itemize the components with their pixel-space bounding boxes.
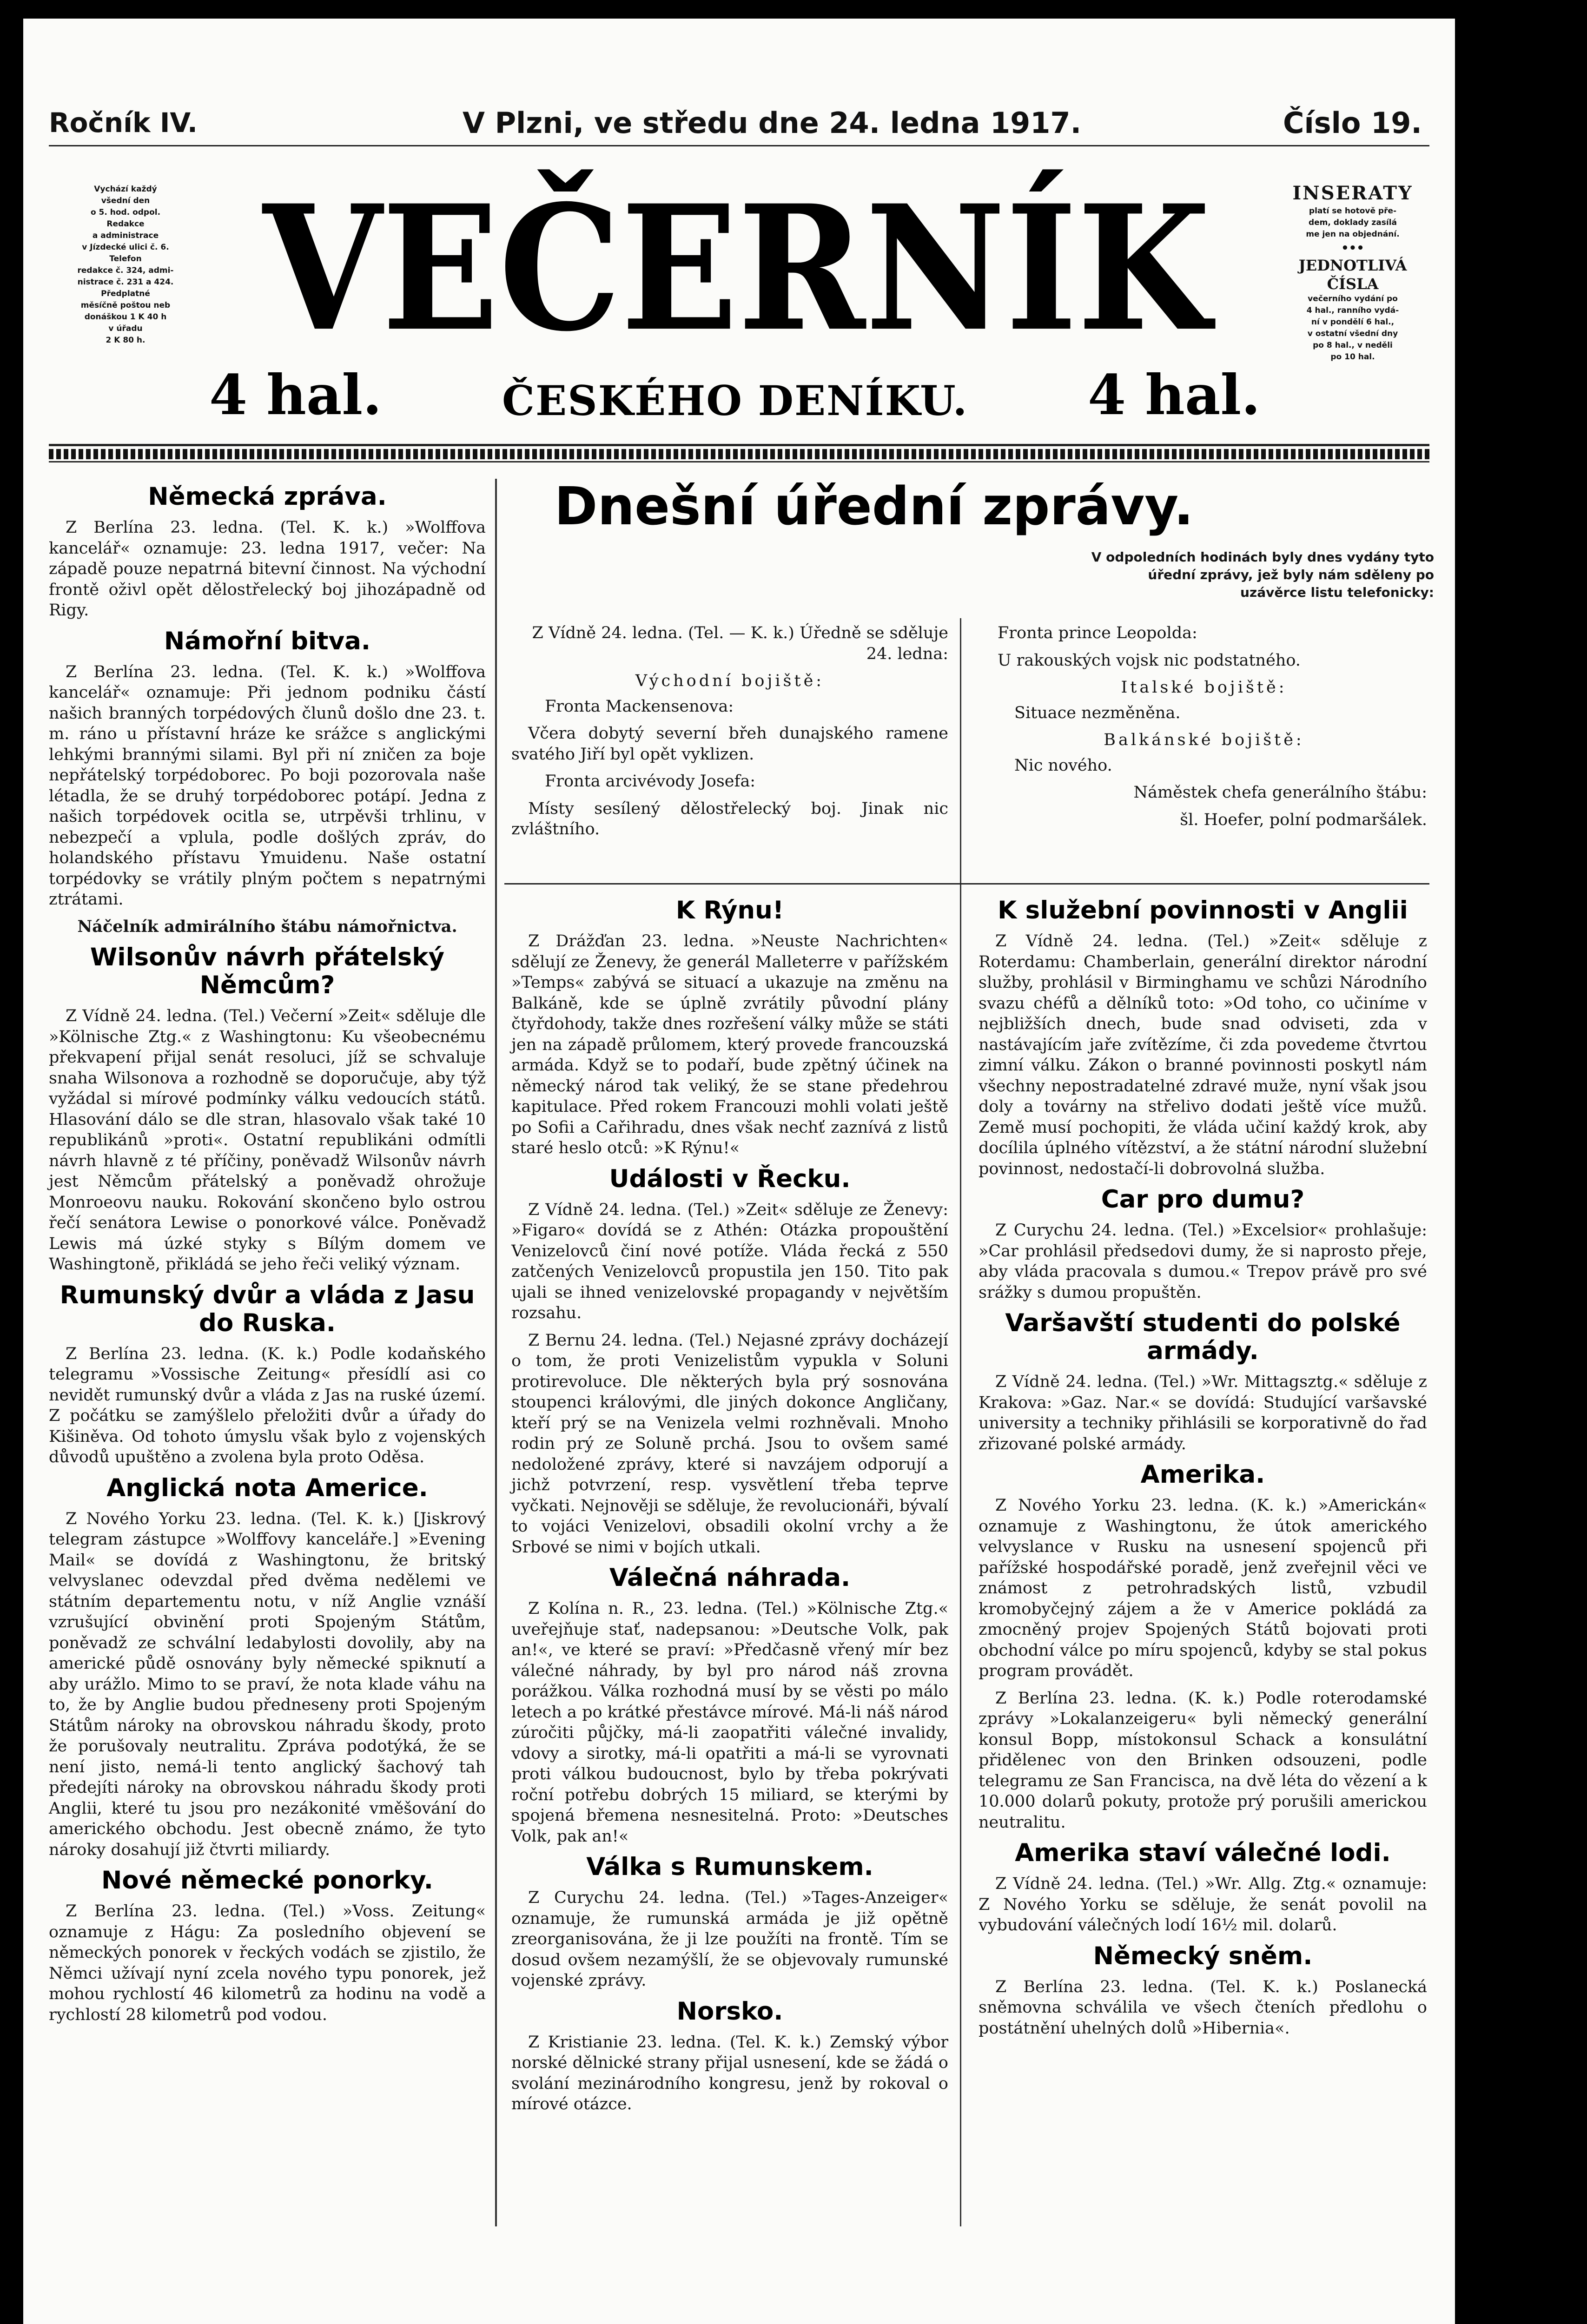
- article-text: Z Berlína 23. ledna. (K. k.) Podle roterodamské zprávy »Lokalanzeigeru« byli německý generální konsul Bopp, místokonsul Schack a konsulátní přidělenec von den Brinken odsouzeni, podle telegramu ze San Francisca, na dvě léta do vězení a k 10.000 dolarů pokuty, protože prý porušili americkou neutralitu.: [979, 1689, 1427, 1832]
- article-text: Z Vídně 24. ledna. (Tel.) »Wr. Mittagsztg.« sděluje z Krakova: »Gaz. Nar.« se dovídá: Studující varšavské university a techniky přihlásili se korporativně do řad zřizované polské armády.: [979, 1373, 1427, 1453]
- article-text: Z Bernu 24. ledna. (Tel.) Nejasné zprávy docházejí o tom, že proti Venizelistům vypukla v Soluni protirevoluce. Dle některých byla prý sosnována stoupenci královými, dle jiných dokonce Angličany, kteří prý se na Venizela velmi rozhněvali. Mnoho rodin prý ze Soluně prchá. Jsou to ovšem samé nedoložené zprávy, které si navzájem odporují a jichž potvrzení, resp. vysvětlení třeba teprve vyčkati. Nejnověji se sděluje, že revolucionáři, bývalí to vojáci Venizelovi, obsadili okolní vrchy a že Srbové se nimi v bojích utkali.: [511, 1331, 948, 1557]
- article: [511, 1165, 948, 1558]
- article-text: Z Berlína 23. ledna. (Tel.) »Voss. Zeitung« oznamuje z Hágu: Za posledního objevení se německých ponorek v řeckých vodách se zjistilo, že Němci užívají nyní zcela nového typu ponorek, jež mohou rychlostí 46 kilometrů za hodinu na vodě a rychlostí 28 kilometrů pod vodou.: [49, 1902, 486, 2024]
- article-heading: Norsko.: [676, 1997, 783, 2026]
- east-front-line: Místy sesílený dělostřelecký boj. Jinak nic zvláštního.: [511, 799, 948, 838]
- article: [979, 1839, 1427, 1936]
- front-line: U rakouských vojsk nic podstatného.: [998, 651, 1301, 670]
- article-text: Z Vídně 24. ledna. (Tel.) »Zeit« sděluje z Roterdamu: Chamberlain, generální direktor národní služby, prohlásil v Birminghamu ve schůzi Národního svazu chéfů a dělníků toto: »Od toho, co učiníme v nejbližších dnech, bude snad odviseti, zda v nastávajícím jaře zvítězíme, či zda povedeme čtvrtou zimní válku. Zákon o branné povinnosti poskytl nám všechny nepostradatelné zdravé muže, nyní však jsou doly a továrny na střelivo dodati ještě více mužů. Země musí pochopiti, že vláda učiní každý krok, aby docílila úplného vítězství, a že státní národní služební povinnost, nedostačí-li dobrovolná služba.: [979, 932, 1427, 1178]
- article-heading: Námořní bitva.: [164, 627, 371, 655]
- official-news-note: V odpoledních hodinách byly dnes vydány tyto úřední zprávy, jež byly nám sděleny po uzávěrce listu telefonicky:: [1091, 549, 1434, 600]
- official-news-rule: [504, 883, 1429, 885]
- official-news-right: [981, 623, 1427, 837]
- article-text: Z Kristianie 23. ledna. (Tel. K. k.) Zemský výbor norské dělnické strany přijal usnesení, kde se žádá o svolání mezinárodního kongresu, jenž by rokoval o mírové otázce.: [511, 2033, 948, 2113]
- article-text: Z Curychu 24. ledna. (Tel.) »Tages-Anzeiger« oznamuje, že rumunská armáda je již opětně zreorganisována, že ji lze použíti na frontě. Tím se dosud ovšem nezamýšlí, že se objevovaly rumunské vojenské zprávy.: [511, 1888, 948, 1990]
- article-heading: Amerika.: [1140, 1460, 1265, 1489]
- article-heading: Události v Řecku.: [609, 1164, 851, 1193]
- article-text: Z Vídně 24. ledna. (Tel.) »Wr. Allg. Ztg.« oznamuje: Z Nového Yorku se sděluje, že senát povolil na vybudování válečných lodí 16½ mil. dolarů.: [979, 1875, 1427, 1934]
- article-text: Z Berlína 23. ledna. (Tel. K. k.) »Wolffova kancelář« oznamuje: 23. ledna 1917, večer: Na západě pouze nepatrná bitevní činnost. Na východní frontě oživl opět dělostřelecký boj jihozápadně od Rigy.: [49, 518, 486, 620]
- newspaper-page: [23, 19, 1455, 2324]
- article: [979, 1461, 1427, 1833]
- column-rule-2: [960, 618, 961, 2226]
- article-text: Z Vídně 24. ledna. (Tel.) Večerní »Zeit« sděluje dle »Kölnische Ztg.« z Washingtonu: Ku všeobecnému překvapení přijal senát resoluci, jíž se schvaluje snaha Wilsonova a rozhodně se doporučuje, aby týž vyžádal si mírové podmínky válku vedoucích států. Hlasování dálo se dle stran, hlasovalo však také 10 republikánů »proti«. Ostatní republikáni odmítli návrh hlavně z té příčiny, poněvadž Wilsonův návrh jest Němcům přátelský a poněvadž ohrožuje Monroeovu nauku. Rokování skončeno bylo ostrou řečí senátora Lewise o ponorkové válce. Poněvadž Lewis má úzké styky s Bílým domem ve Washingtoně, přikládá se jeho řeči veliký význam.: [49, 1007, 486, 1274]
- article: [49, 1867, 486, 2025]
- signature-title: Náměstek chefa generálního štábu:: [1133, 783, 1427, 802]
- signature-name: šl. Hoefer, polní podmaršálek.: [1180, 810, 1427, 829]
- article-heading: Německý sněm.: [1093, 1941, 1313, 1970]
- article: [49, 1474, 486, 1861]
- east-front-line: Včera dobytý severní břeh dunajského ramene svatého Jiří byl opět vyklizen.: [511, 724, 948, 764]
- masthead-rule-lower: [49, 461, 1429, 462]
- balkan-front-text: Nic nového.: [1014, 756, 1112, 775]
- article-heading: K služební povinnosti v Anglii: [998, 896, 1408, 924]
- official-news-left: [511, 623, 948, 846]
- article: [511, 1853, 948, 1991]
- article-heading: Varšavští studenti do polské armády.: [1005, 1309, 1401, 1365]
- article-text: Z Vídně 24. ledna. (Tel.) »Zeit« sděluje ze Ženevy: »Figaro« dovídá se z Athén: Otázka propouštění Venizelovců činí nové potíže. Vláda řecká z 550 zatčených Venizelovců propustila jen 150. Tito pak ujali se ihned venizelovské propagandy v největším rozsahu.: [511, 1200, 948, 1322]
- east-front-line: Fronta arcivévody Josefa:: [545, 772, 756, 791]
- east-front-line: Fronta Mackensenova:: [545, 697, 734, 716]
- article-heading: Car pro dumu?: [1101, 1185, 1305, 1214]
- article-heading: Německá zpráva.: [148, 482, 387, 511]
- column-rule-1: [495, 479, 497, 2226]
- article: [511, 1564, 948, 1847]
- article-text: Z Curychu 24. ledna. (Tel.) »Excelsior« prohlašuje: »Car prohlásil předsedovi dumy, že si naprosto přeje, aby vláda pracovala s dumou.« Trepov právě pro své srážky s dumou propuštěn.: [979, 1221, 1427, 1302]
- article: [511, 1998, 948, 2115]
- article: [979, 1186, 1427, 1303]
- article-heading: Válečná náhrada.: [609, 1564, 851, 1592]
- article: [49, 944, 486, 1275]
- article-text: Z Nového Yorku 23. ledna. (Tel. K. k.) [Jiskrový telegram zástupce »Wolffovy kanceláře.] »Evening Mail« se dovídá z Washingtonu, že britský velvyslanec odevzdal před dvěma nedělemi ve státním departementu notu, v níž Anglie vznáší vzrušující obvinění proti Spojeným Státům, poněvadž ze schvální ledabylosti dovolily, aby na americké půdě osnovány byly německé spiknutí a aby urážlo. Mimo to se praví, že nota klade váhu na to, že by Anglie budou předneseny proti Spojeným Státům nároky na obrovskou náhradu škody, proto že porušovaly neutralitu. Zpráva podotýká, že se není jisto, nemá-li tento anglický šachový tah předejíti nároky na obrovskou náhradu škody proti Anglii, které tu jsou pro nezákonité vměšování do amerického obchodu. Jest obecně známo, že tyto nároky dosahují již čtvrti miliardy.: [49, 1509, 486, 1859]
- price-right: 4 hal.: [1088, 363, 1261, 427]
- volume-label: Ročník IV.: [49, 107, 198, 139]
- article-heading: Nové německé ponorky.: [101, 1866, 433, 1895]
- official-intro: Z Vídně 24. ledna. (Tel. — K. k.) Úředně se sděluje 24. ledna:: [532, 624, 948, 663]
- article-text: Náčelník admirálního štábu námořnictva.: [77, 917, 457, 936]
- article: [49, 483, 486, 621]
- article-heading: Válka s Rumunskem.: [586, 1853, 873, 1881]
- article: [49, 1281, 486, 1468]
- article-heading: K Rýnu!: [675, 896, 784, 924]
- masthead-subtitle: ČESKÉHO DENÍKU.: [502, 376, 968, 425]
- masthead-ornament: [49, 449, 1429, 459]
- middle-column: [511, 890, 948, 2121]
- top-rule: [49, 145, 1429, 146]
- article: [979, 1942, 1427, 2039]
- article-text: Z Berlína 23. ledna. (Tel. K. k.) Poslanecká sněmovna schválila ve všech čteních předlohu o postátnění uhelných dolů »Hibernia«.: [979, 1977, 1427, 2038]
- article-heading: Amerika staví válečné lodi.: [1015, 1839, 1391, 1867]
- dateline: V Plzni, ve středu dne 24. ledna 1917.: [463, 106, 1082, 140]
- masthead-title: VEČERNÍK: [263, 167, 1211, 370]
- masthead-rule: [49, 444, 1429, 446]
- article: [49, 627, 486, 938]
- price-left: 4 hal.: [209, 363, 382, 427]
- article-text: Z Berlína 23. ledna. (K. k.) Podle kodaňského telegramu »Vossische Zeitung« přesídlí asi co nevidět rumunský dvůr a vláda z Jas na ruské území. Z počátku se zamýšlelo přeložiti dvůr a úřady do Kišiněva. Od tohoto úmyslu však bylo z vojenských důvodů upuštěno a zvolena byla proto Oděsa.: [49, 1344, 486, 1466]
- article-heading: Anglická nota Americe.: [106, 1473, 428, 1502]
- article: [979, 897, 1427, 1179]
- article-text: Z Nového Yorku 23. ledna. (K. k.) »Americkán« oznamuje z Washingtonu, že útok amerického velvyslance v Rusku na usnesení spojenců při pařížské hospodářské poradě, jenž zveřejnil věci ve známost z petrohradských listů, vzbudil kromobyčejný zájem a že v Americe pokládá za zmocněný projev Spojených Států bojovati proti obchodní válce po míru spojenců, kdyby se stal pokus program provádět.: [979, 1496, 1427, 1680]
- east-front-title: Východní bojiště:: [635, 672, 825, 690]
- article-text: Z Berlína 23. ledna. (Tel. K. k.) »Wolffova kancelář« oznamuje: Při jednom podniku částí našich branných torpédových člunů došlo dne 23. t. m. ráno u přístavní hráze ke srážce s anglickými lehkými brannými silami. Byl při ní zničen za boje nepřátelský torpédoborec. Po boji pozorovala naše létadla, že se druhý torpédoborec potápí. Jedna z našich torpédovek ocitla se, utrpěvši trhlinu, v nebezpečí a vplula, podle došlých zpráv, do holandského přístavu Ymuidenu. Naše ostatní torpédovky se vrátily plným počtem s nepatrnými ztrátami.: [49, 662, 486, 909]
- article-text: Z Drážďan 23. ledna. »Neuste Nachrichten« sdělují ze Ženevy, že generál Malleterre v pařížském »Temps« zabývá se situací a ukazuje na změnu na Balkáně, kde se úplně zvrátily původní plány čtyřdohody, takže dnes rozřešení války může se státi jen na západě průlomem, který provede francouzská armáda. Když se to podaří, bude zpětný účinek na německý národ tak veliký, že se stane předehrou kapitulace. Před rokem Francouzi mohli volati ještě po Sofii a Cařihradu, dnes však nechť zaznívá z listů staré heslo otců: »K Rýnu!«: [511, 932, 948, 1157]
- official-news-banner: Dnešní úřední zprávy.: [554, 476, 1194, 537]
- left-column: [49, 476, 486, 2032]
- publisher-info-box: Vychází každý všední den o 5. hod. odpol. Redakce a administrace v Jízdecké ulici č. 6. Telefon redakce č. 324, admi- nistrace č. 231 a 424. Předplatné měsíčně poštou neb donáškou 1 K 40 h v úřadu 2 K 80 h.: [77, 185, 174, 345]
- article: [511, 897, 948, 1159]
- front-line: Fronta prince Leopolda:: [998, 624, 1197, 642]
- article-heading: Wilsonův návrh přátelský Němcům?: [90, 943, 445, 999]
- article-text: Z Kolína n. R., 23. ledna. (Tel.) »Kölnische Ztg.« uveřejňuje stať, nadepsanou: »Deutsche Volk, pak an!«, ve které se praví: »Předčasně vřený mír bez válečné náhrady, by byl pro národ náš zrovna porážkou. Válka rozhodná musí by se věsti po málo letech a po krátké přestávce mírové. Má-li náš národ zúročiti půjčky, má-li zaopatřiti válečné invalidy, vdovy a sirotky, má-li opatřiti a má-li se vyrovnati proti válkou budoucnost, bylo by třeba pokrývati roční potřebu dobrých 15 miliard, se kterými by spojená břemena nesnesitelná. Proto: »Deutsches Volk, pak an!«: [511, 1599, 948, 1846]
- ads-info-box: INSERATY platí se hotově pře- dem, doklady zasílá me jen na objednání. ••• JEDNOTLIVÁ ČÍSLA večerního vydání po 4 hal., ranního vydá- ní v pondělí 6 hal., v ostatní všední dny po 8 hal., v neděli po 10 hal.: [1292, 182, 1413, 362]
- italy-front-text: Situace nezměněna.: [1014, 703, 1181, 722]
- article-heading: Rumunský dvůr a vláda z Jasu do Ruska.: [60, 1281, 475, 1337]
- issue-number: Číslo 19.: [1283, 106, 1422, 140]
- balkan-front-title: Balkánské bojiště:: [1104, 731, 1304, 749]
- right-column: [979, 890, 1427, 2045]
- italy-front-title: Italské bojiště:: [1121, 678, 1287, 697]
- article: [979, 1309, 1427, 1454]
